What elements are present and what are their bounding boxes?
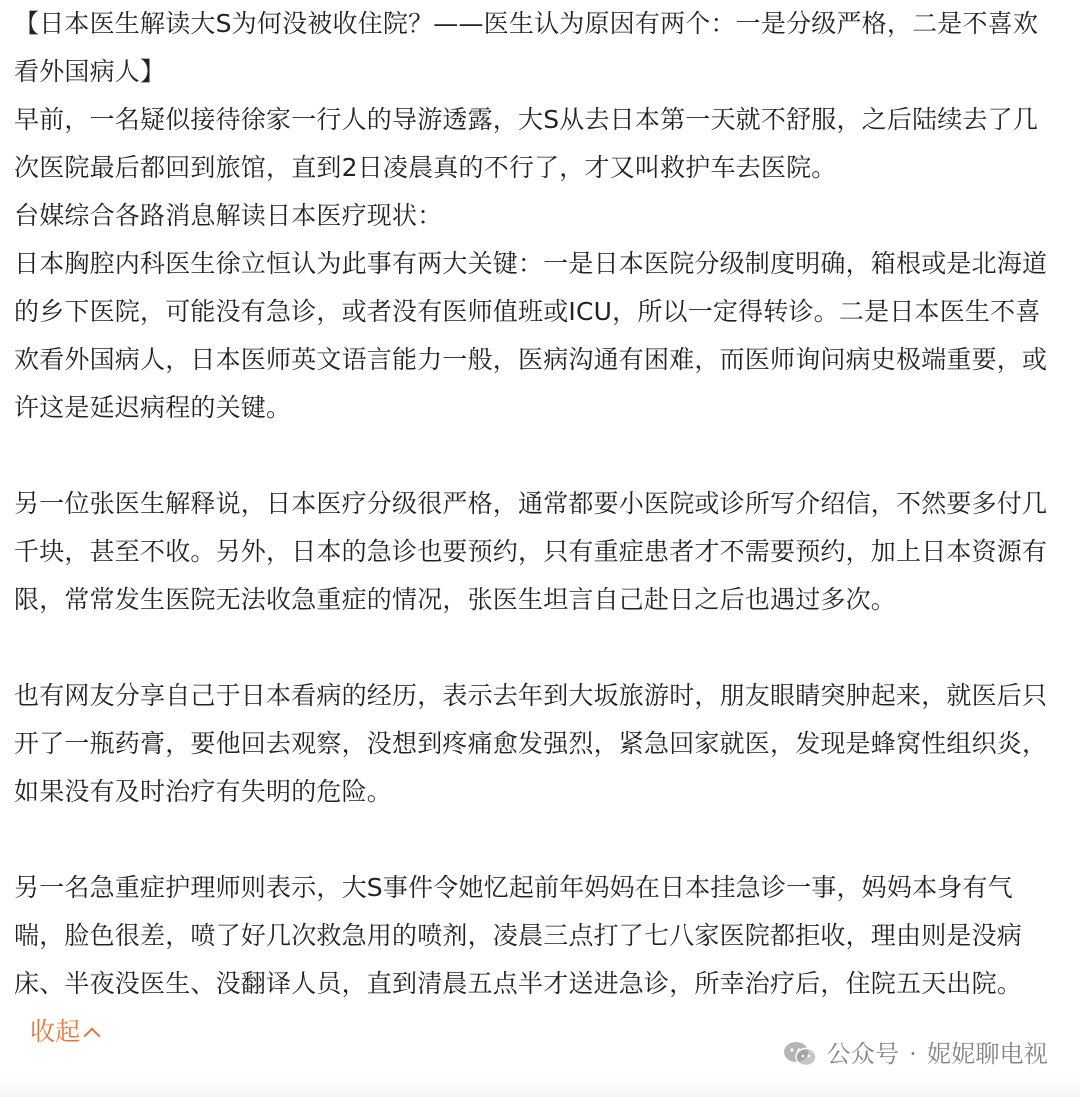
- collapse-button[interactable]: [30, 1017, 98, 1046]
- article-paragraph: 日本胸腔内科医生徐立恒认为此事有两大关键：一是日本医院分级制度明确，箱根或是北海道的乡下医院，可能没有急诊，或者没有医师值班或ICU，所以一定得转诊。二是日本医生不喜欢看外国病人，日本医师英文语言能力一般，医病沟通有困难，而医师询问病史极端重要，或许这是延迟病程的关键。: [14, 249, 1048, 422]
- paragraph-spacer: [14, 816, 1056, 864]
- watermark-separator: ·: [909, 1040, 917, 1068]
- article-paragraph: 另一位张医生解释说，日本医疗分级很严格，通常都要小医院或诊所写介绍信，不然要多付几千块，甚至不收。另外，日本的急诊也要预约，只有重症患者才不需要预约，加上日本资源有限，常常发生医院无法收急重症的情况，张医生坦言自己赴日之后也遇过多次。: [14, 489, 1048, 614]
- wechat-watermark: [783, 1031, 1048, 1077]
- article-headline: 【日本医生解读大S为何没被收住院？——医生认为原因有两个：一是分级严格，二是不喜欢看外国病人】: [14, 9, 1039, 86]
- paragraph-spacer: [14, 624, 1056, 672]
- watermark-source: 公众号: [826, 1040, 900, 1068]
- article-paragraph: 也有网友分享自己于日本看病的经历，表示去年到大坂旅游时，朋友眼睛突肿起来，就医后只开了一瓶药膏，要他回去观察，没想到疼痛愈发强烈，紧急回家就医，发现是蜂窝性组织炎，如果没有及时治疗有失明的危险。: [14, 681, 1048, 806]
- chevron-up-icon: [84, 1028, 101, 1045]
- bottom-edge-shade: [0, 1077, 1080, 1097]
- watermark-account: 妮妮聊电视: [927, 1040, 1048, 1068]
- article-paragraph-text: 另一名急重症护理师则表示，大S事件令她忆起前年妈妈在日本挂急诊一事，妈妈本身有气喘，脸色很差，喷了好几次救急用的喷剂，凌晨三点打了七八家医院都拒收，理由则是没病床、半夜没医生、没翻译人员，直到清晨五点半才送进急诊，所幸治疗后，住院五天出院。: [14, 873, 1023, 998]
- wechat-icon: [783, 1040, 817, 1068]
- article-paragraph: 早前，一名疑似接待徐家一行人的导游透露，大S从去日本第一天就不舒服，之后陆续去了几次医院最后都回到旅馆，直到2日凌晨真的不行了，才又叫救护车去医院。: [14, 105, 1039, 182]
- article-paragraph: 台媒综合各路消息解读日本医疗现状：: [14, 201, 443, 230]
- article-paragraph-last: [14, 864, 1056, 1056]
- paragraph-spacer: [14, 432, 1056, 480]
- collapse-label: 收起: [30, 1017, 81, 1046]
